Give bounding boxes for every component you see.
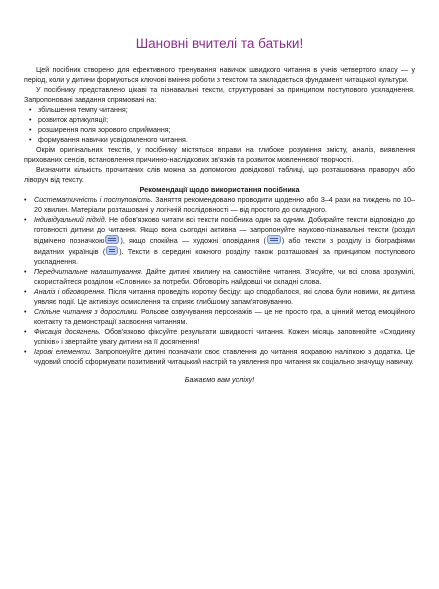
rec-text: Запропонуйте дитині позначати своє ставлення до читання яскравою наліпкою з додатка. Це чудовий спосіб сформувати позитивний читацький настрій та уявлення про читання як соціально значущу навичку. bbox=[34, 348, 415, 366]
fiction-book-icon bbox=[267, 235, 281, 244]
rec-text: ) або тексти з розділу із біографіями видатних українців ( bbox=[34, 237, 415, 256]
recommendation-item: • Аналіз і обговорення. Після читання проведіть коротку бесіду: що сподобалося, які слова були новими, як дитина уявляє події. Це активізує осмислення та сприяє глибшому запам'ятовуванню. bbox=[24, 288, 415, 306]
aim-item: • розвиток артикуляції; bbox=[24, 115, 415, 125]
science-book-icon bbox=[105, 235, 119, 244]
recommendations-heading: Рекомендації щодо використання посібника bbox=[139, 185, 300, 194]
aims-list bbox=[24, 105, 415, 145]
rec-emphasis: Індивідуальний підхід. bbox=[34, 216, 107, 224]
recommendations-list bbox=[24, 195, 415, 367]
recommendation-item: • Спільне читання з дорослими. Рольове озвучування персонажів — це не просто гра, а цінний метод емоційного контакту та демонстрації засвоєння читанням. bbox=[24, 308, 415, 326]
closing-wish: Бажаємо вам успіху! bbox=[184, 375, 255, 384]
rec-text: ). Тексти в середині кожного розділу також розташовані за принципом поступового ускладнення. bbox=[34, 248, 415, 266]
rec-emphasis: Ігрові елементи. bbox=[34, 348, 92, 356]
rec-emphasis: Аналіз і обговорення. bbox=[34, 288, 106, 296]
middle-paragraph-1: Окрім оригінальних текстів, у посібнику містяться вправи на глибоке розуміння змісту, аналіз, виявлення прихованих сенсів, встановлення причинно-наслідкових зв'язків та розвиток мовленнєвої творчості. bbox=[24, 146, 415, 164]
aim-item: • розширення поля зорового сприймання; bbox=[24, 125, 415, 135]
rec-emphasis: Фіксація досягнень. bbox=[34, 328, 102, 336]
rec-emphasis: Спільне читання з дорослими. bbox=[34, 308, 139, 316]
page-title: Шановні вчителі та батьки! bbox=[135, 36, 304, 51]
rec-text: Обов'язково фіксуйте результати швидкості читання. Кожен місяць заповнюйте «Сходинку успіхів» і звертайте увагу дитини на її досягнення! bbox=[34, 328, 415, 346]
middle-paragraph-2: Визначити кількість прочитаних слів можна за допомогою довідкової таблиці, що розташована праворуч або ліворуч від тексту. bbox=[24, 166, 415, 184]
rec-emphasis: Передчитальне налаштування. bbox=[34, 268, 143, 276]
recommendation-item: • Індивідуальний підхід. Не обов'язково читати всі тексти посібника один за одним. Добирайте тексти відповідно до готовності дитини до читання. Якщо вона сьогодні активна — запропонуйте науково-пізнавальні тексти (розділ відмічено позначкою ), якщо спокійна — художні оповідання ( ) або тексти з розділу із біографіями видатних українців ( ). Тексти в середині кожного розділу також розташовані за принципом поступового ускладнення. bbox=[24, 216, 416, 266]
intro-paragraph-2: У посібнику представлено цікаві та пізнавальні тексти, структуровані за принципом поступового ускладнення. Запропоновані завдання спрямовані на: bbox=[24, 86, 415, 104]
recommendation-item: • Ігрові елементи. Запропонуйте дитині позначати своє ставлення до читання яскравою наліпкою з додатка. Це чудовий спосіб сформувати позитивний читацький настрій та уявлення про читання як соціально значущу навичку. bbox=[24, 348, 415, 366]
recommendation-item: • Фіксація досягнень. Обов'язково фіксуйте результати швидкості читання. Кожен місяць заповнюйте «Сходинку успіхів» і звертайте увагу дитини на її досягнення! bbox=[24, 328, 415, 346]
aim-item: • формування навички усвідомленого читання. bbox=[24, 135, 415, 145]
rec-text: Не обов'язково читати всі тексти посібника один за одним. Добирайте тексти відповідно до готовності дитини до читання. Якщо вона сьогодні активна — запропонуйте науково-пізнавальні тексти (розділ відмічено позначкою bbox=[34, 216, 416, 245]
biography-book-icon bbox=[106, 246, 118, 255]
aim-item: • збільшення темпу читання; bbox=[24, 105, 415, 115]
rec-text: Рольове озвучування персонажів — це не просто гра, а цінний метод емоційного контакту та демонстрації засвоєння читанням. bbox=[34, 308, 415, 326]
rec-emphasis: Систематичність і поступовість. bbox=[34, 196, 153, 204]
recommendation-item: • Систематичність і поступовість. Заняття рекомендовано проводити щоденно або 3–4 рази на тиждень по 10–20 хвилин. Матеріали розташовані у логічній послідовності — від простого до складного. bbox=[24, 196, 415, 214]
rec-text: Заняття рекомендовано проводити щоденно або 3–4 рази на тиждень по 10–20 хвилин. Матеріали розташовані у логічній послідовності — від простого до складного. bbox=[34, 196, 415, 214]
recommendation-item: • Передчитальне налаштування. Дайте дитині хвилину на самостійне читання. З'ясуйте, чи всі слова зрозумілі, скористайтеся розділом «Словник» за потреби. Обговоріть найдовші чи складні слова. bbox=[24, 268, 415, 286]
intro-paragraph-1: Цей посібник створено для ефективного тренування навичок швидкого читання в учнів четвертого класу — у період, коли у дитини формуються ключові вміння роботи з текстом та закладається фундамент читацької культури. bbox=[24, 66, 415, 84]
rec-text: Дайте дитині хвилину на самостійне читання. З'ясуйте, чи всі слова зрозумілі, скористайтеся розділом «Словник» за потреби. Обговоріть найдовші чи складні слова. bbox=[34, 268, 415, 286]
rec-text: Після читання проведіть коротку бесіду: що сподобалося, які слова були новими, як дитина уявляє події. Це активізує осмислення та сприяє глибшому запам'ятовуванню. bbox=[34, 288, 415, 306]
rec-text: ), якщо спокійна — художні оповідання ( bbox=[120, 237, 266, 245]
